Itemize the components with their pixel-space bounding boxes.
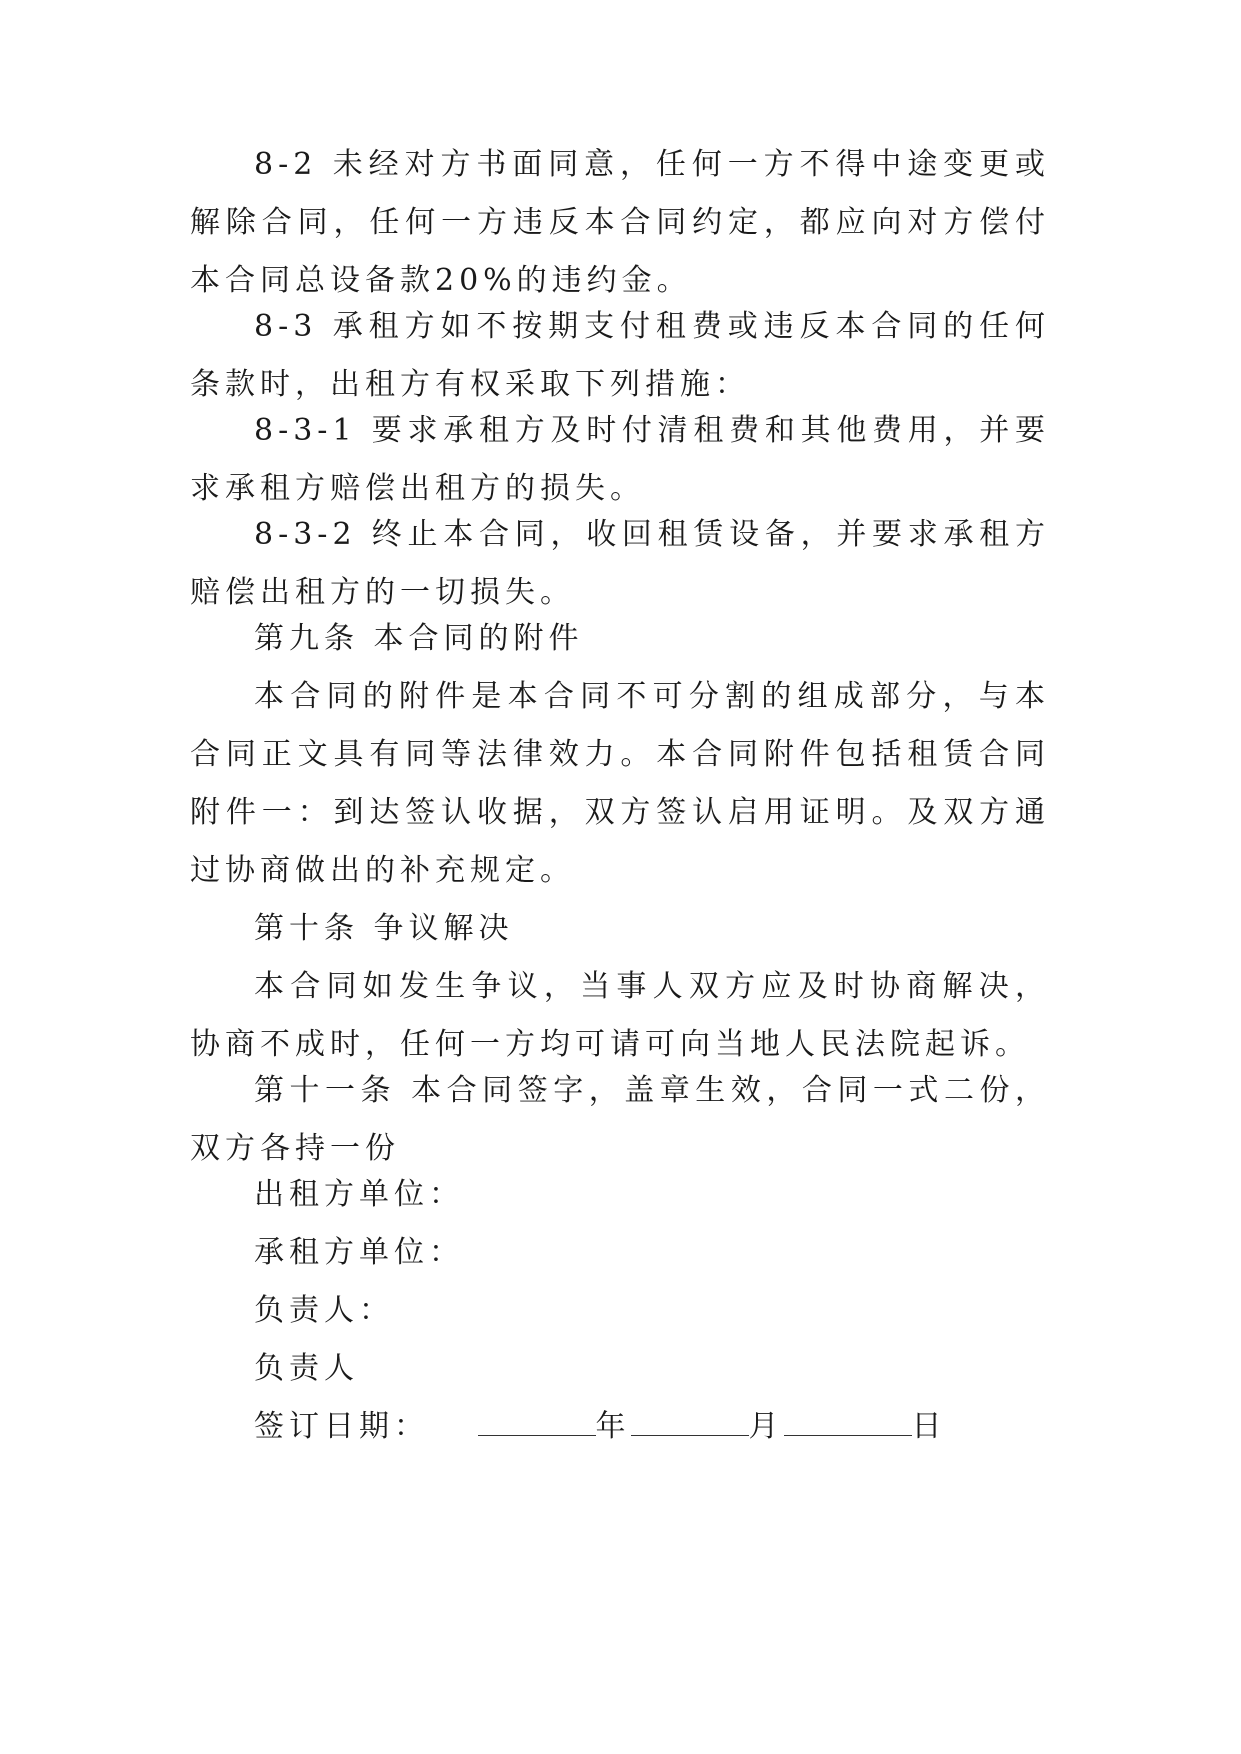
article-10-body: 本合同如发生争议，当事人双方应及时协商解决，协商不成时，任何一方均可请可向当地人民法院起诉。 <box>190 969 1050 1062</box>
principal-label-2: 负责人 <box>254 1351 359 1386</box>
day-label: 日 <box>911 1409 947 1444</box>
signing-date-label: 签订日期： <box>254 1409 429 1444</box>
day-blank[interactable] <box>784 1399 912 1436</box>
clause-8-3: 8-3 承租方如不按期支付租费或违反本合同的任何条款时，出租方有权采取下列措施： <box>190 309 1050 402</box>
year-label: 年 <box>595 1409 631 1444</box>
article-9-heading: 第九条 本合同的附件 <box>254 621 584 656</box>
principal-label-1: 负责人： <box>254 1293 394 1328</box>
signing-date-line <box>254 1398 947 1456</box>
clause-8-2: 8-2 未经对方书面同意，任何一方不得中途变更或解除合同，任何一方违反本合同约定，都应向对方偿付本合同总设备款20%的违约金。 <box>190 147 1050 298</box>
lessor-unit-label: 出租方单位： <box>254 1177 464 1212</box>
article-10-heading: 第十条 争议解决 <box>254 911 514 946</box>
month-label: 月 <box>748 1409 784 1444</box>
clause-8-3-2: 8-3-2 终止本合同，收回租赁设备，并要求承租方赔偿出租方的一切损失。 <box>190 517 1050 610</box>
month-blank[interactable] <box>631 1399 749 1436</box>
year-blank[interactable] <box>478 1399 596 1436</box>
article-9-body: 本合同的附件是本合同不可分割的组成部分，与本合同正文具有同等法律效力。本合同附件包括租赁合同附件一：到达签认收据，双方签认启用证明。及双方通过协商做出的补充规定。 <box>190 679 1050 888</box>
lessee-unit-label: 承租方单位： <box>254 1235 464 1270</box>
article-11: 第十一条 本合同签字，盖章生效，合同一式二份，双方各持一份 <box>190 1073 1050 1166</box>
clause-8-3-1: 8-3-1 要求承租方及时付清租费和其他费用，并要求承租方赔偿出租方的损失。 <box>190 413 1050 506</box>
